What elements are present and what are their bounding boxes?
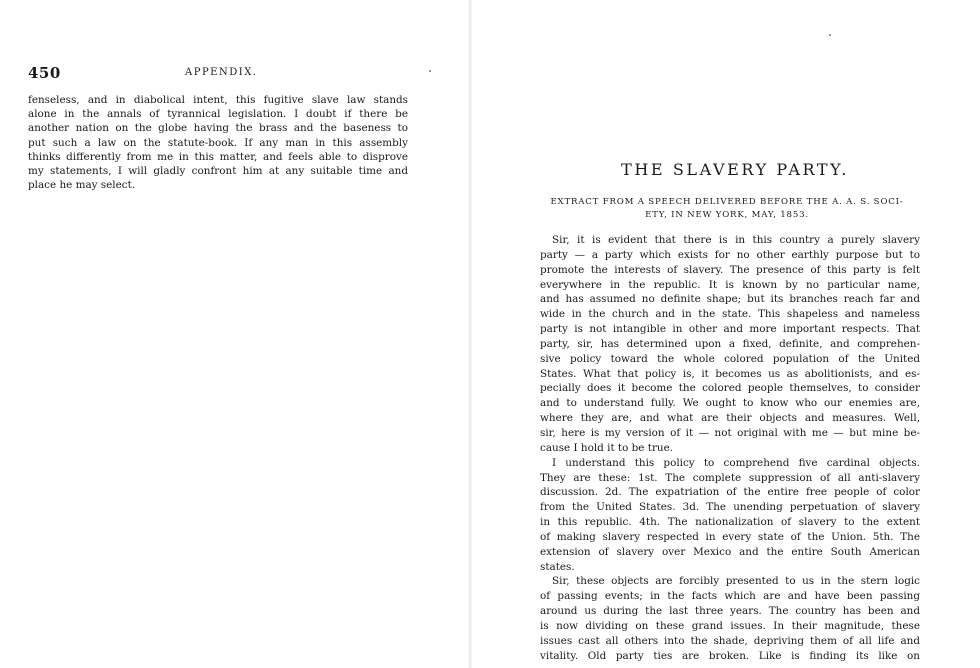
running-title: APPENDIX. [185,67,258,78]
running-head [28,64,408,84]
speech-text [540,233,920,663]
text-line: is now dividing on these grand issues. In their magnitude, these [540,619,920,632]
text-line: party, sir, has determined upon a fixed, definite, and comprehen- [540,337,920,350]
left-page [0,0,470,668]
text-line: party is not intangible in other and more important respects. That [540,323,920,336]
text-line: place he may select. [28,179,136,192]
text-line: sir, here is my version of it — not original with me — but mine be- [540,426,920,439]
print-speck [829,34,831,36]
text-line: everywhere in the republic. It is known by no particular name, [540,278,920,291]
text-line: fenseless, and in diabolical intent, this fugitive slave law stands [28,94,408,106]
text-line: my statements, I will gladly confront him at any suitable time and [28,165,408,178]
text-line: cause I hold it to be true. [540,441,674,454]
chapter-title: THE SLAVERY PARTY. [621,160,849,179]
text-line: party — a party which exists for no other earthly purpose but to [540,248,920,261]
text-line: alone in the annals of tyrannical legislation. I doubt if there be [28,108,408,121]
text-line: vitality. Old party ties are broken. Like is finding its like on [540,649,920,662]
text-line: sive policy toward the whole colored population of the United [540,352,920,365]
text-line: states. [540,560,575,573]
text-line: promote the interests of slavery. The presence of this party is felt [540,263,920,276]
text-line: I understand this policy to comprehend five cardinal objects. [552,456,920,469]
text-line: put such a law on the statute-book. If any man in this assembly [28,136,408,149]
text-line: discussion. 2d. The expatriation of the entire free people of color [540,486,920,499]
text-line: pecially does it become the colored people themselves, to consider [540,382,920,395]
text-line: They are these: 1st. The complete suppression of all anti-slavery [540,471,920,484]
chapter-subtitle [536,196,918,222]
subtitle-line: EXTRACT FROM A SPEECH DELIVERED BEFORE THE A. A. S. SOCI- [550,197,904,207]
print-speck [429,70,431,72]
subtitle-line: ETY, IN NEW YORK, MAY, 1853. [645,210,809,220]
right-page [470,0,980,668]
left-page-text [28,93,408,192]
text-line: States. What that policy is, it becomes us as abolitionists, and es- [540,367,920,380]
text-line: around us during the last three years. The country has been and [540,605,920,618]
text-line: of making slavery respected in every state of the Union. 5th. The [540,530,920,543]
text-line: where they are, and what are their objects and measures. Well, [540,412,920,425]
text-line: Sir, these objects are forcibly presented to us in the stern logic [552,575,920,588]
text-line: Sir, it is evident that there is in this country a purely slavery [552,234,920,246]
text-line: another nation on the globe having the brass and the baseness to [28,122,408,135]
text-line: thinks differently from me in this matter, and feels able to disprove [28,150,408,163]
text-line: in this republic. 4th. The nationalization of slavery to the extent [540,516,920,529]
text-line: and has assumed no definite shape; but its branches reach far and [540,293,920,306]
text-line: and to understand fully. We ought to know who our enemies are, [540,397,920,410]
text-line: wide in the church and in the state. This shapeless and nameless [540,308,920,321]
text-line: extension of slavery over Mexico and the entire South American [540,545,920,558]
text-line: issues cast all others into the shade, depriving them of all life and [540,634,920,647]
page-number: 450 [28,64,61,82]
text-line: from the United States. 3d. The unending perpetuation of slavery [540,501,920,514]
text-line: of passing events; in the facts which are and have been passing [540,590,920,603]
